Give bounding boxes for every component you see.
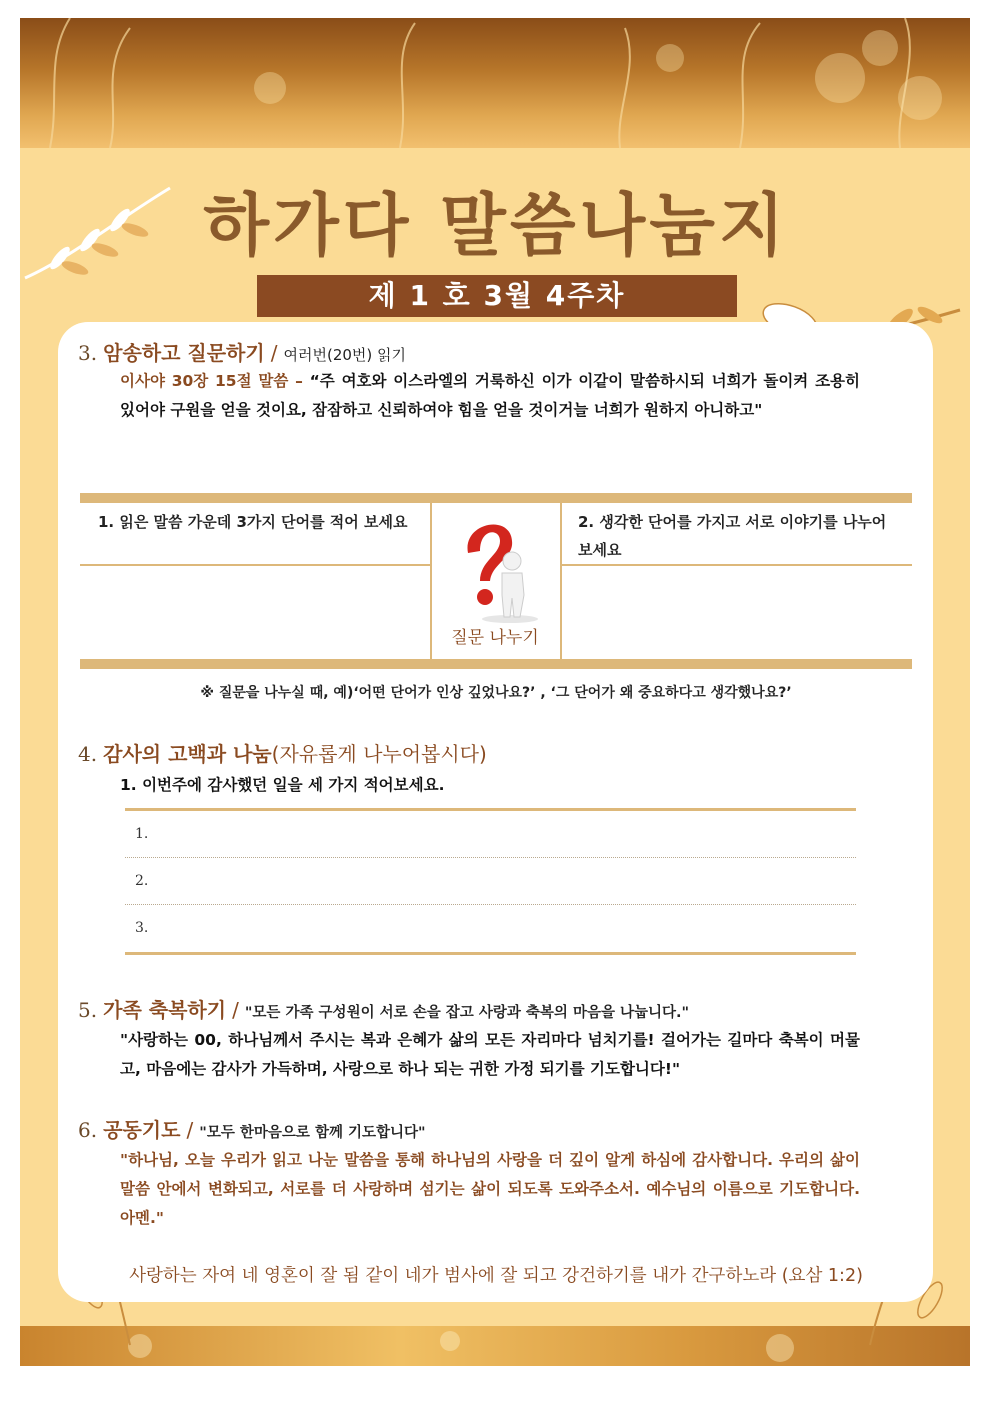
section-number: 5.	[78, 998, 98, 1022]
table-row-divider	[562, 564, 912, 566]
table-row-divider	[80, 564, 430, 566]
section-4-heading	[78, 738, 487, 767]
section-number: 4.	[78, 742, 98, 766]
table-top-border	[80, 493, 912, 503]
section-divider: /	[232, 998, 239, 1022]
gratitude-lines	[125, 808, 856, 955]
verse-text: “주 여호와 이스라엘의 거룩하신 이가 이같이 말씀하시되 너희가 돌이켜 조용히 있어야 구원을 얻을 것이요, 잠잠하고 신뢰하여야 힘을 얻을 것이거늘 너희가 원하지 아니하고"	[120, 372, 860, 419]
section-3-heading	[78, 337, 406, 366]
center-label: 질문 나누기	[451, 628, 539, 648]
section-subtitle: 여러번(20번) 읽기	[283, 346, 407, 364]
section-title: 감사의 고백과 나눔	[103, 742, 272, 766]
gratitude-line-2[interactable]: 2.	[125, 858, 856, 905]
bottom-banner-image	[20, 1326, 970, 1366]
section-subtitle: "모두 한마음으로 함께 기도합니다"	[199, 1125, 426, 1141]
footer-verse: 사랑하는 자여 네 영혼이 잘 됨 같이 네가 범사에 잘 되고 강건하기를 내가 간구하노라 (요삼 1:2)	[129, 1266, 863, 1286]
issue-banner: 제 1 호 3월 4주차	[257, 275, 737, 317]
section-title: 가족 축복하기	[103, 998, 227, 1022]
section-number: 3.	[78, 341, 98, 365]
question-note: ※ 질문을 나누실 때, 예)‘어떤 단어가 인상 깊었나요?’ , ‘그 단어가 왜 중요하다고 생각했나요?’	[200, 685, 792, 701]
section-subtitle: "모든 가족 구성원이 서로 손을 잡고 사랑과 축복의 마음을 나눕니다."	[244, 1005, 690, 1021]
section-title: 공동기도	[103, 1118, 181, 1142]
table-divider	[560, 503, 562, 659]
section-divider: /	[186, 1118, 194, 1142]
right-prompt: 2. 생각한 단어를 가지고 서로 이야기를 나누어 보세요	[578, 513, 887, 559]
gratitude-instruction: 1. 이번주에 감사했던 일을 세 가지 적어보세요.	[120, 776, 445, 794]
left-prompt: 1. 읽은 말씀 가운데 3가지 단어를 적어 보세요	[98, 513, 408, 531]
top-banner-image	[20, 18, 970, 148]
family-blessing-text: "사랑하는 00, 하나님께서 주시는 복과 은혜가 삶의 모든 자리마다 넘치기를! 걸어가는 길마다 축복이 머물고, 마음에는 감사가 가득하며, 사랑으로 하나 되는 귀한 가정 되기를 기도합니다!"	[120, 1031, 860, 1078]
gratitude-line-1[interactable]: 1.	[125, 811, 856, 858]
section-6-heading	[78, 1114, 426, 1143]
section-5-heading	[78, 994, 918, 1023]
rule-bottom	[125, 952, 856, 955]
memory-verse	[120, 367, 860, 425]
section-title-paren: (자유롭게 나누어봅시다)	[271, 742, 487, 766]
question-table	[80, 493, 912, 669]
gratitude-line-3[interactable]: 3.	[135, 920, 149, 936]
page-title: 하가다 말씀나눔지	[203, 187, 789, 266]
question-mark-figure-icon	[450, 513, 545, 623]
table-bottom-border	[80, 659, 912, 669]
section-number: 6.	[78, 1118, 98, 1142]
section-divider: /	[270, 341, 278, 365]
verse-reference: 이사야 30장 15절 말씀 –	[120, 372, 303, 390]
section-title: 암송하고 질문하기	[103, 341, 265, 365]
prayer-text: "하나님, 오늘 우리가 읽고 나눈 말씀을 통해 하나님의 사랑을 더 깊이 알게 하심에 감사합니다. 우리의 삶이 말씀 안에서 변화되고, 서로를 더 사랑하며 섬기는 삶이 되도록 도와주소서. 예수님의 이름으로 기도합니다. 아멘."	[120, 1151, 860, 1227]
